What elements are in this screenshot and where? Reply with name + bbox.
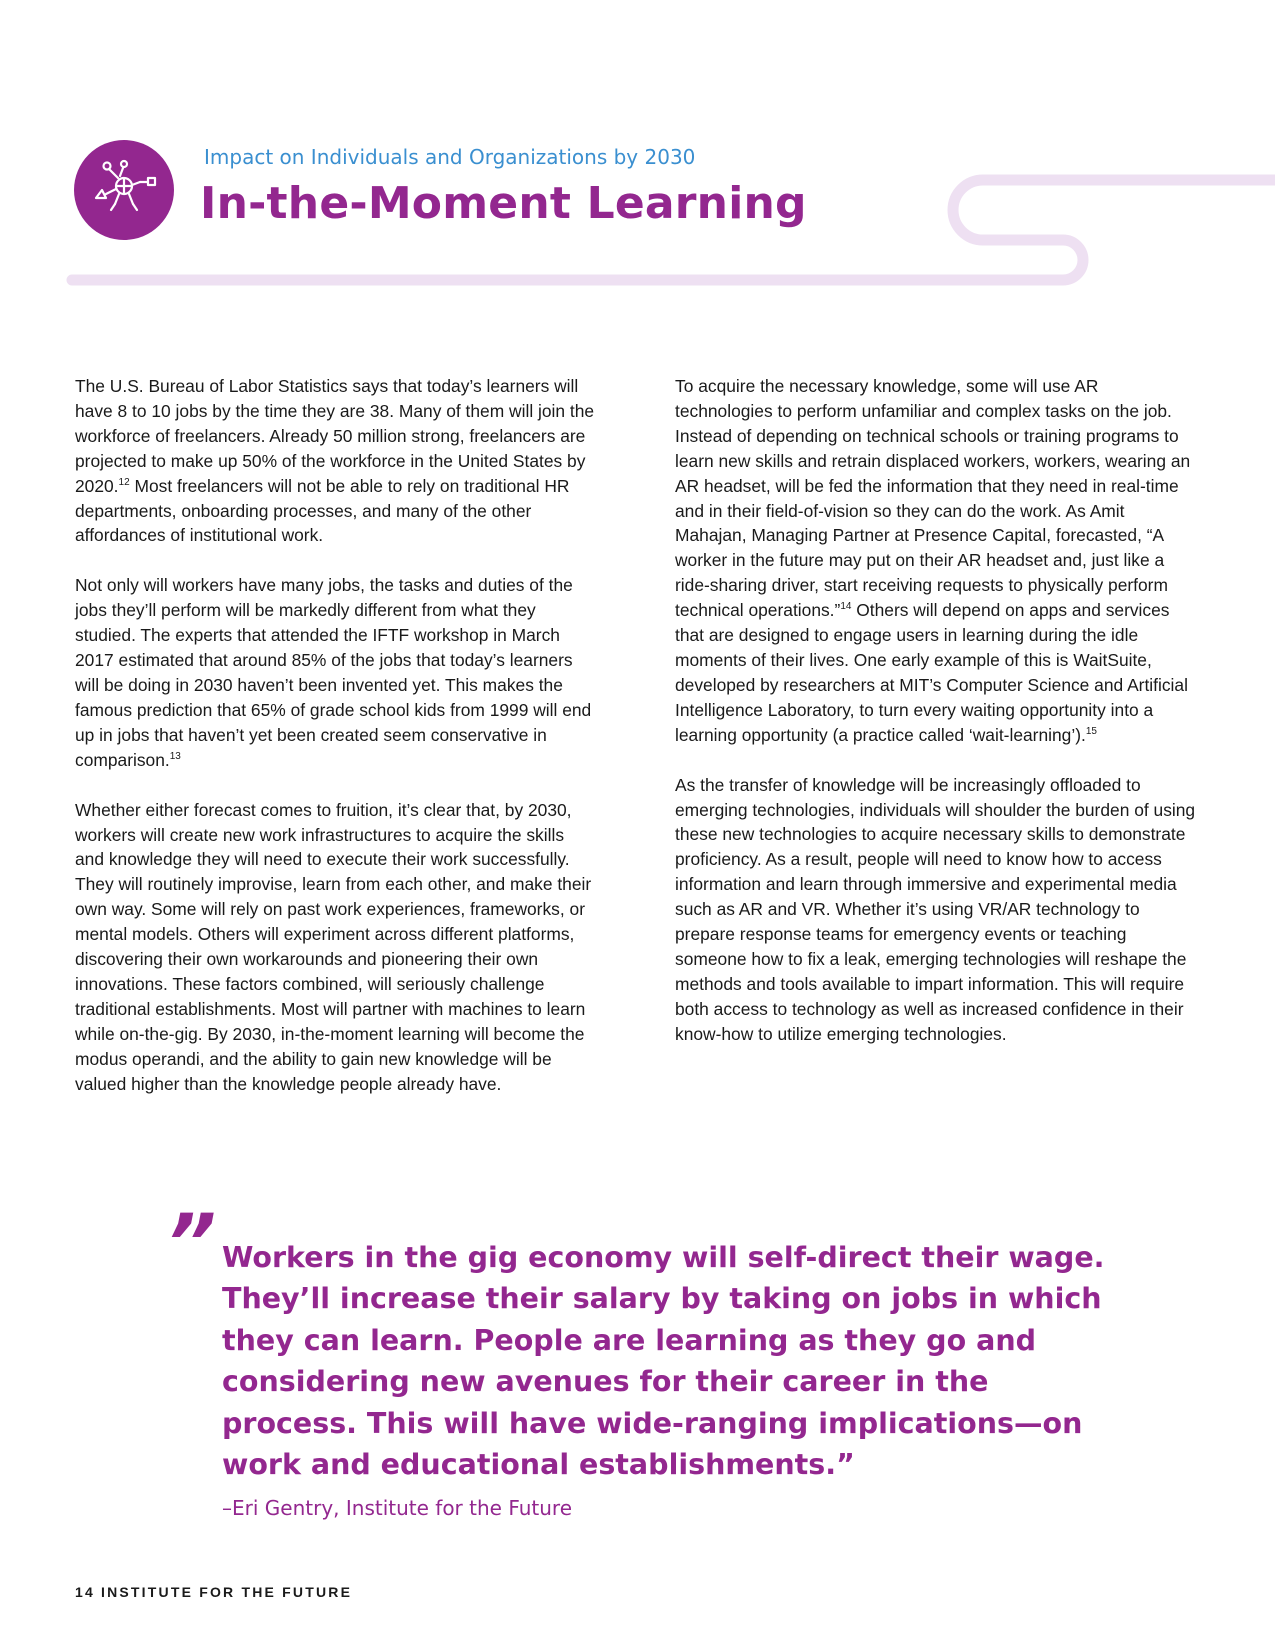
- footer-organization: INSTITUTE FOR THE FUTURE: [100, 1584, 353, 1600]
- paragraph-text: Most freelancers will not be able to rely on traditional HR departments, onboarding processes, and many of the other affordances of institutional work.: [75, 475, 570, 546]
- quote-mark-icon: ”: [166, 1199, 217, 1289]
- paragraph-text: Whether either forecast comes to fruition, it’s clear that, by 2030, workers will create new work infrastructures to acquire the skills and knowledge they will need to execute their work successfully. They will routinely improvise, learn from each other, and make their own way. Some will rely on past work experiences, frameworks, or mental models. Others will experiment across different platforms, discovering their own workarounds and pioneering their own innovations. These factors combined, will seriously challenge traditional establishments. Most will partner with machines to learn while on-the-gig. By 2030, in-the-moment learning will become the modus operandi, and the ability to gain new knowledge will be valued higher than the knowledge people already have.: [75, 799, 592, 1094]
- footnote-reference: 14: [840, 601, 852, 613]
- paragraph-text: Others will depend on apps and services that are designed to engage users in learning during the idle moments of their lives. One early example of this is WaitSuite, developed by researchers at MIT’s Computer Science and Artificial Intelligence Laboratory, to turn every waiting opportunity into a learning opportunity (a practice called ‘wait-learning’).: [675, 600, 1188, 745]
- pull-quote: [222, 1237, 1122, 1530]
- pull-quote-text: Workers in the gig economy will self-direct their wage. They’ll increase their salary by taking on jobs in which they can learn. People are learning as they go and considering new avenues for their career in the process. This will have wide-ranging implications—on work and educational establishments.”: [222, 1241, 1105, 1482]
- body-paragraph: [75, 798, 595, 1097]
- body-paragraph: [675, 773, 1200, 1047]
- paragraph-text: The U.S. Bureau of Labor Statistics says that today’s learners will have 8 to 10 jobs by the time they are 38. Many of them will join the workforce of freelancers. Already 50 million strong, freelancers are projected to make up 50% of the workforce in the United States by 2020.: [75, 376, 595, 496]
- body-column-right: [675, 374, 1200, 1047]
- paragraph-text: As the transfer of knowledge will be increasingly offloaded to emerging technologies, individuals will shoulder the burden of using these new technologies to acquire necessary skills to demonstrate proficiency. As a result, people will need to know how to access information and learn through immersive and experimental media such as AR and VR. Whether it’s using VR/AR technology to prepare response teams for emergency events or teaching someone how to fix a leak, emerging technologies will reshape the methods and tools available to impart information. This will require both access to technology as well as increased confidence in their know-how to utilize emerging technologies.: [675, 774, 1196, 1044]
- body-paragraph: [75, 374, 595, 548]
- page-number: 14: [75, 1584, 95, 1600]
- paragraph-text: To acquire the necessary knowledge, some will use AR technologies to perform unfamiliar and complex tasks on the job. Instead of depending on technical schools or training programs to learn new skills and retrain displaced workers, workers, wearing an AR headset, will be fed the information that they need in real-time and in their field-of-vision so they can do the work. As Amit Mahajan, Managing Partner at Presence Capital, forecasted, “A worker in the future may put on their AR headset and, just like a ride-sharing driver, start receiving requests to physically perform technical operations.”: [675, 376, 1191, 621]
- section-kicker: Impact on Individuals and Organizations by 2030: [204, 145, 696, 169]
- paragraph-text: Not only will workers have many jobs, the tasks and duties of the jobs they’ll perform will be markedly different from what they studied. The experts that attended the IFTF workshop in March 2017 estimated that around 85% of the jobs that today’s learners will be doing in 2030 haven’t been invented yet. This makes the famous prediction that 65% of grade school kids from 1999 will end up in jobs that haven’t yet been created seem conservative in comparison.: [75, 575, 592, 770]
- learning-network-icon: [74, 140, 174, 240]
- body-column-left: [75, 374, 595, 1096]
- footnote-reference: 12: [118, 476, 130, 488]
- footnote-reference: 15: [1085, 725, 1097, 737]
- page-header: [0, 0, 1275, 300]
- body-paragraph: [675, 374, 1200, 748]
- body-paragraph: [75, 573, 595, 772]
- quote-attribution: –Eri Gentry, Institute for the Future: [222, 1496, 573, 1521]
- page-footer: [75, 1584, 352, 1600]
- page-title: In-the-Moment Learning: [200, 178, 807, 229]
- footnote-reference: 13: [169, 750, 181, 762]
